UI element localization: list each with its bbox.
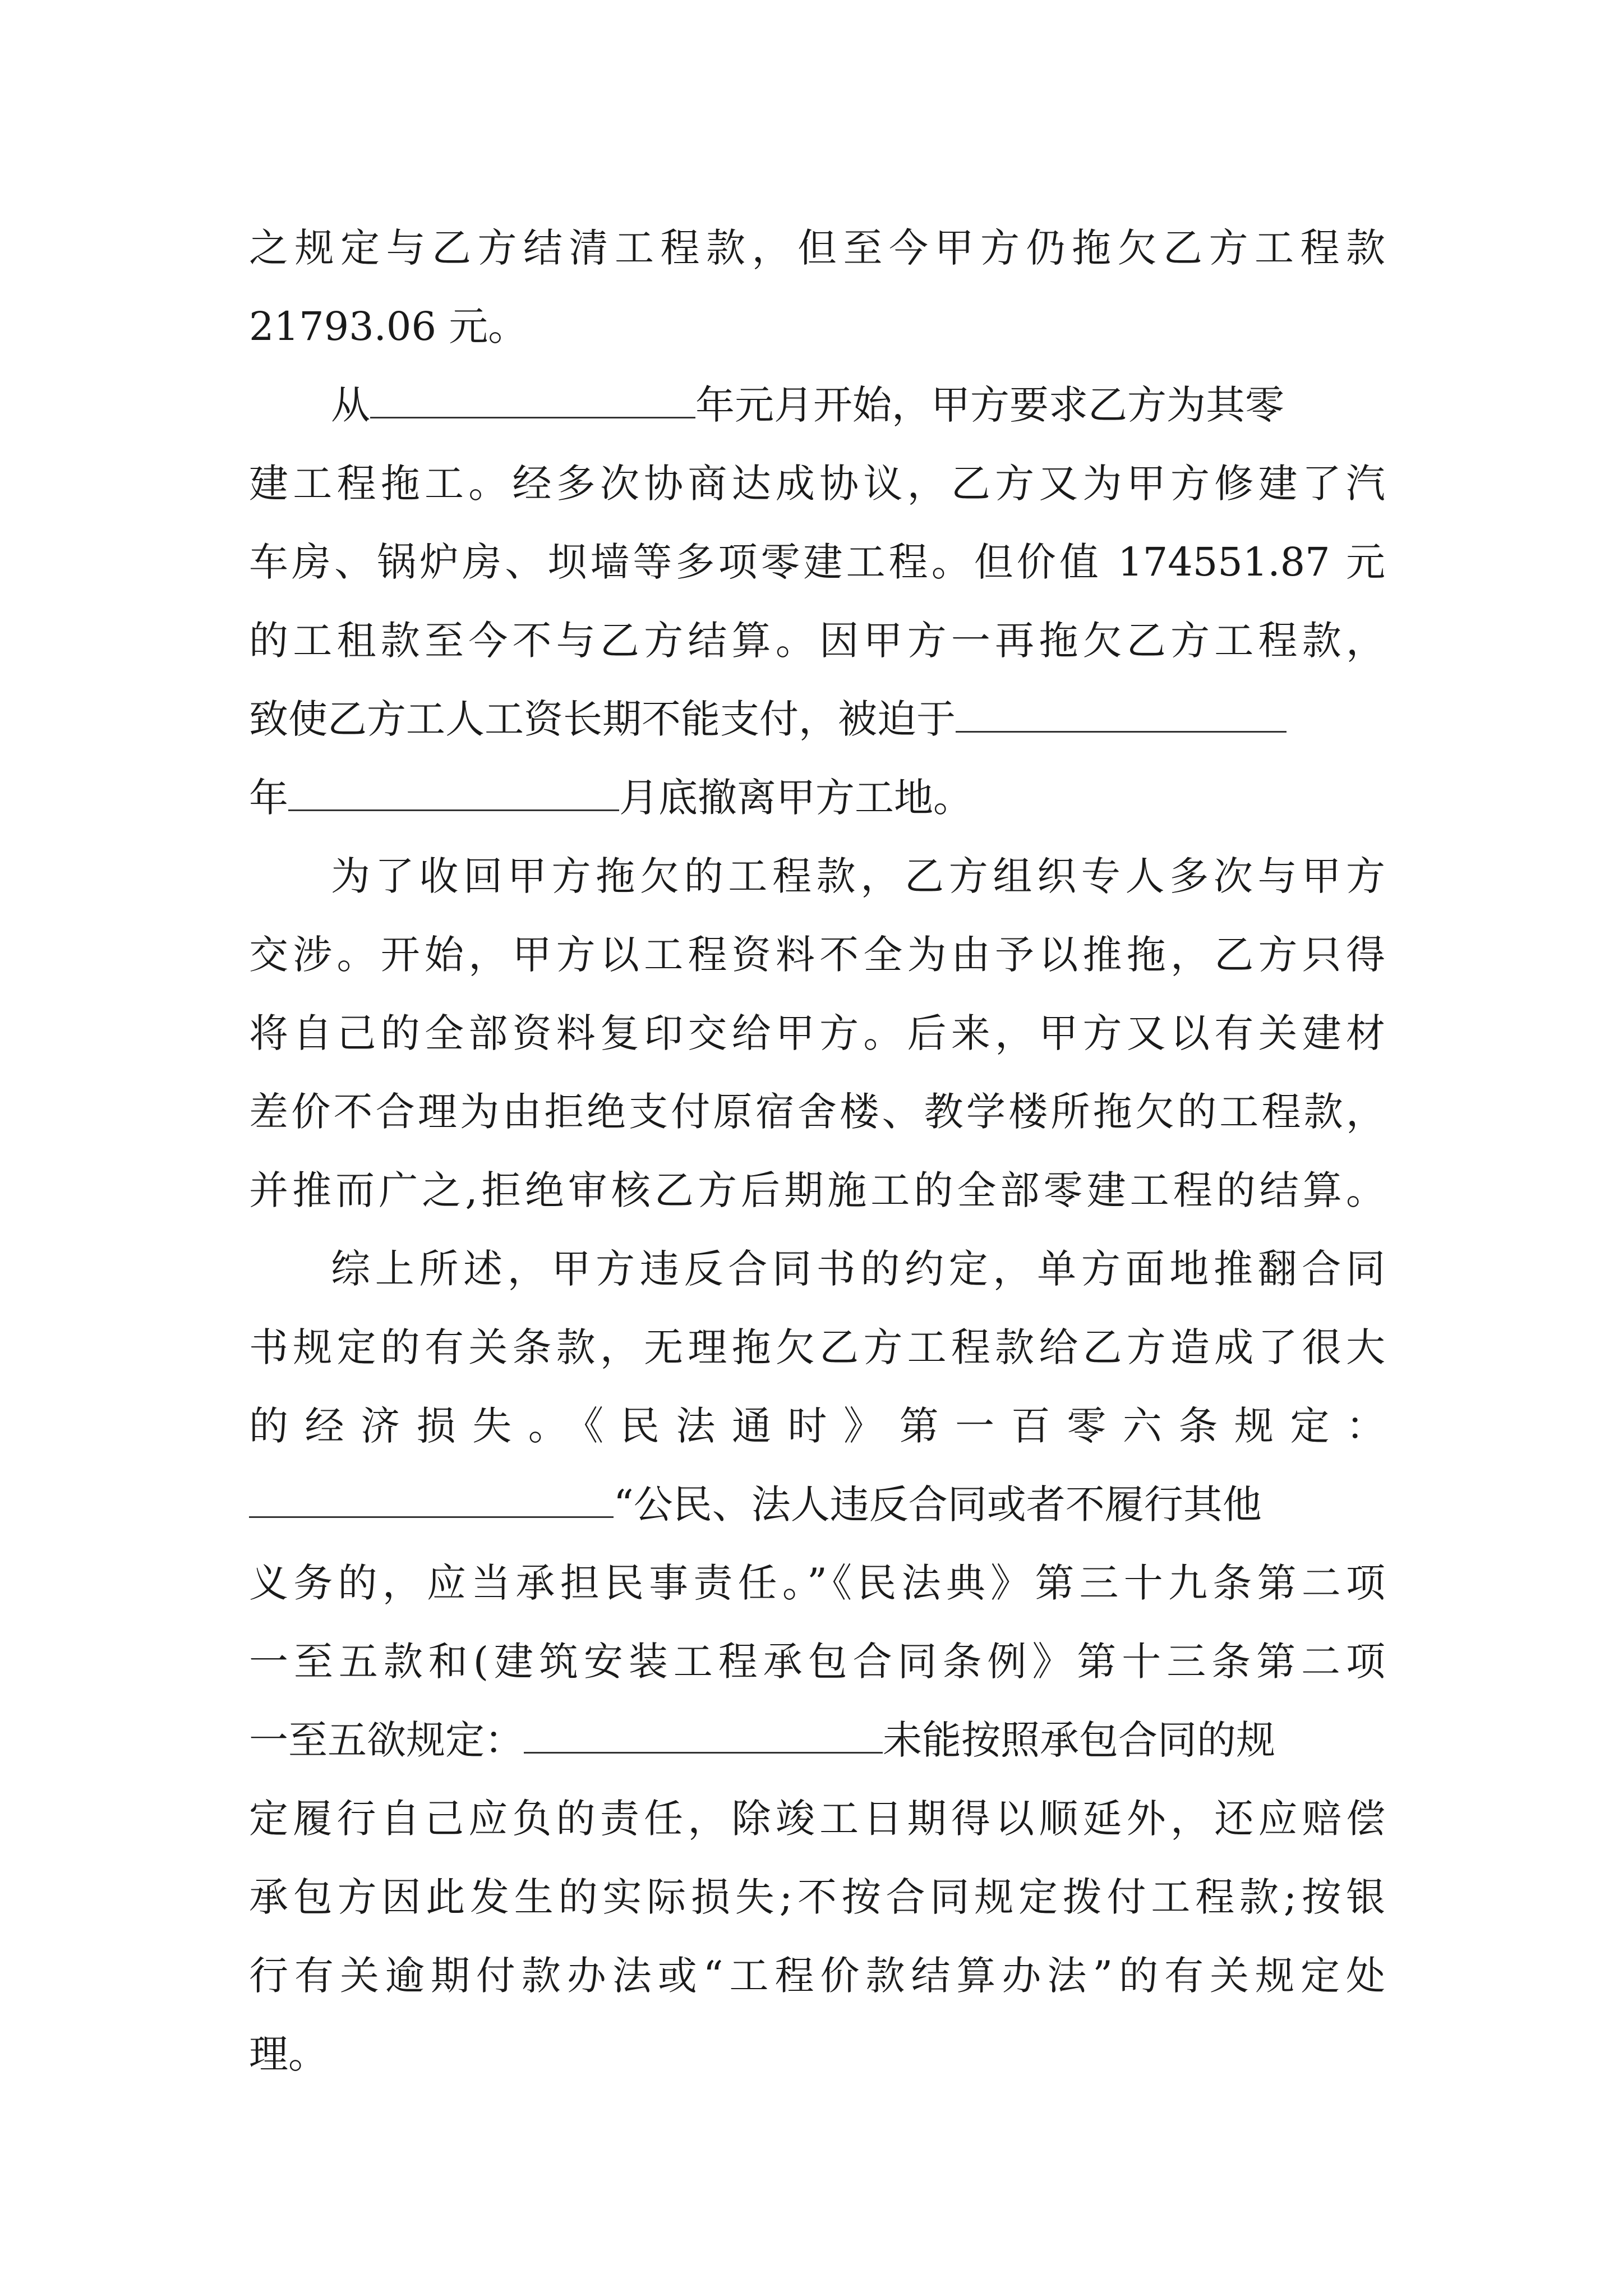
line-text: 月底撤离甲方工地。: [619, 775, 972, 821]
line-text: 致使乙方工人工资长期不能支付，被迫于: [249, 696, 956, 742]
text-line: 之规定与乙方结清工程款，但至今甲方仍拖欠乙方工程款: [249, 225, 1385, 271]
text-line: 差价不合理为由拒绝支付原宿舍楼、教学楼所拖欠的工程款，: [249, 1089, 1385, 1135]
fill-in-blank[interactable]: [288, 770, 619, 811]
line-text: 从: [331, 382, 370, 428]
text-line: 交涉。开始，甲方以工程资料不全为由予以推拖，乙方只得: [249, 932, 1385, 978]
text-line: 21793.06 元。: [249, 303, 528, 349]
text-line: 将自己的全部资料复印交给甲方。后来，甲方又以有关建材: [249, 1010, 1385, 1056]
text-line: 承包方因此发生的实际损失;不按合同规定拨付工程款;按银: [249, 1874, 1385, 1920]
line-text: 年: [249, 775, 288, 821]
text-line: 建工程拖工。经多次协商达成协议，乙方又为甲方修建了汽: [249, 461, 1385, 507]
text-line: 书规定的有关条款，无理拖欠乙方工程款给乙方造成了很大: [249, 1324, 1385, 1370]
text-line: 行有关逾期付款办法或“工程价款结算办法”的有关规定处: [249, 1953, 1385, 1999]
text-line: [249, 1465, 1385, 1544]
text-line: 定履行自己应负的责任，除竣工日期得以顺延外，还应赔偿: [249, 1796, 1385, 1842]
line-text: 未能按照承包合同的规: [883, 1717, 1275, 1763]
text-line: 理。: [249, 2031, 328, 2077]
line-text: “公民、法人违反合同或者不履行其他: [614, 1481, 1262, 1527]
text-line: 义务的，应当承担民事责任。”《民法典》第三十九条第二项: [249, 1560, 1385, 1606]
text-line: 车房、锅炉房、坝墙等多项零建工程。但价值 174551.87 元: [249, 539, 1385, 585]
text-line: 并推而广之,拒绝审核乙方后期施工的全部零建工程的结算。: [249, 1167, 1385, 1213]
text-line: 的工租款至今不与乙方结算。因甲方一再拖欠乙方工程款，: [249, 618, 1385, 664]
text-line: [249, 366, 1385, 444]
line-text: 年元月开始，甲方要求乙方为其零: [695, 382, 1284, 428]
text-line: [249, 1701, 1385, 1779]
text-line: [249, 680, 1385, 758]
fill-in-blank[interactable]: [956, 692, 1287, 733]
text-line: 综上所述，甲方违反合同书的约定，单方面地推翻合同: [331, 1246, 1385, 1292]
text-line: 一至五款和(建筑安装工程承包合同条例》第十三条第二项: [249, 1639, 1385, 1685]
text-line: [249, 758, 1385, 837]
text-line: 为了收回甲方拖欠的工程款，乙方组织专人多次与甲方: [331, 853, 1385, 899]
text-line: 的经济损失。《民法通时》第一百零六条规定：: [249, 1403, 1385, 1449]
fill-in-blank[interactable]: [249, 1477, 614, 1518]
fill-in-blank[interactable]: [370, 378, 695, 418]
fill-in-blank[interactable]: [524, 1713, 883, 1754]
line-text: 一至五欲规定：: [249, 1717, 524, 1763]
document-body: [249, 209, 1385, 2093]
